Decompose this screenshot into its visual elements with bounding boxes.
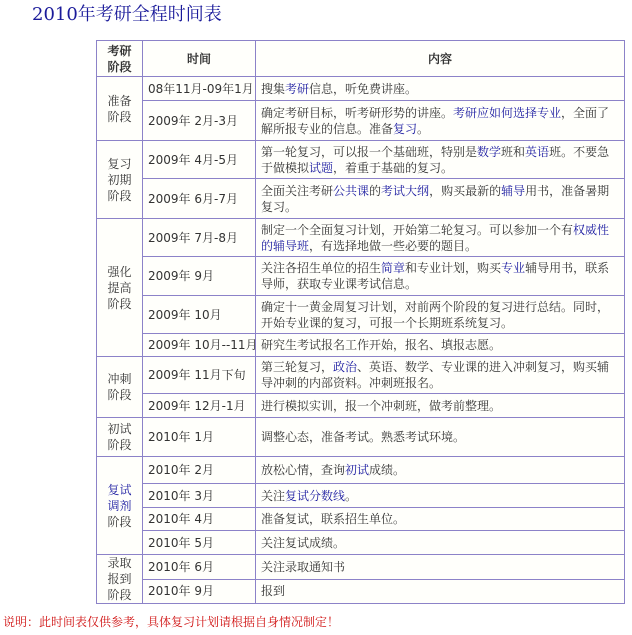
content-link[interactable]: 复试分数线: [285, 488, 346, 503]
table-row: [97, 484, 625, 508]
content-cell: [256, 508, 625, 531]
content-link[interactable]: 考试大纲: [381, 183, 430, 198]
time-cell: 2009年 7月-8月: [143, 219, 256, 257]
content-link[interactable]: 专业: [501, 261, 526, 275]
content-text: 全面关注考研: [261, 183, 334, 198]
time-cell: 2009年 2月-3月: [143, 101, 256, 141]
stage-cell: [97, 77, 143, 141]
content-text: 搜集: [261, 81, 286, 96]
content-text: 制定一个全面复习计划，开始第二轮复习。可以参加一个有: [261, 222, 574, 237]
content-cell: [256, 394, 625, 418]
stage-label-line: 初期: [107, 172, 132, 187]
header-stage-line: 阶段: [107, 59, 132, 74]
content-text: 成绩。: [369, 463, 406, 477]
content-cell: [256, 484, 625, 508]
stage-cell: [97, 219, 143, 357]
content-text: 班。不要急于做模拟: [261, 144, 610, 175]
content-link[interactable]: 试题: [309, 160, 334, 175]
table-row: [97, 531, 625, 555]
content-link[interactable]: 辅导: [501, 183, 526, 198]
content-cell: [256, 418, 625, 457]
content-cell: [256, 457, 625, 484]
content-text: 第三轮复习，: [261, 360, 334, 374]
stage-label-line: 阶段: [107, 109, 132, 124]
content-text: 用书，准备暑期复习。: [261, 183, 610, 214]
stage-label-line: 阶段: [107, 188, 132, 203]
header-stage: [97, 41, 143, 77]
table-header-row: [97, 41, 625, 77]
time-cell: 2010年 6月: [143, 555, 256, 580]
stage-label-line: 准备: [107, 93, 132, 108]
stage-label-line: 阶段: [107, 588, 132, 602]
content-text: 。: [417, 121, 430, 136]
time-cell: 2010年 9月: [143, 579, 256, 604]
header-time: 时间: [143, 41, 256, 77]
content-text: 、英语、数学、专业课的进入冲刺复习，购买辅导冲刺的内部资料。冲刺班报名。: [261, 360, 610, 390]
content-text: ，购买最新的: [429, 183, 502, 198]
content-link[interactable]: 简章: [381, 261, 406, 275]
content-text: 研究生考试报名工作开始，报名、填报志愿。: [261, 338, 502, 352]
content-cell: [256, 579, 625, 604]
content-text: 。: [345, 488, 358, 503]
content-cell: [256, 296, 625, 334]
stage-label-line: 录取: [107, 556, 132, 570]
stage-cell: [97, 457, 143, 555]
content-text: 关注录取通知书: [261, 559, 346, 574]
content-text: ，着重于基础的复习。: [333, 160, 454, 175]
time-cell: 2010年 3月: [143, 484, 256, 508]
table-row: [97, 334, 625, 357]
stage-label-line: 阶段: [107, 514, 132, 529]
time-cell: 2009年 12月-1月: [143, 394, 256, 418]
table-body: [97, 77, 625, 604]
stage-cell: [97, 555, 143, 604]
content-link[interactable]: 考研: [285, 81, 310, 96]
content-text: 关注复试成绩。: [261, 535, 346, 550]
content-text: 辅导用书，联系导师，获取专业课考试信息。: [261, 261, 610, 291]
stage-label-line: 冲刺: [107, 372, 132, 386]
table-row: [97, 418, 625, 457]
table-row: [97, 579, 625, 604]
content-text: 的: [369, 183, 382, 198]
content-link[interactable]: 政治: [333, 360, 358, 374]
time-cell: 2010年 1月: [143, 418, 256, 457]
stage-label-line: 报到: [107, 572, 132, 586]
stage-cell: [97, 357, 143, 418]
stage-label-line: 初试: [107, 422, 132, 436]
content-text: 班和: [501, 144, 526, 159]
stage-label-line: 提高: [107, 280, 132, 295]
table-row: [97, 296, 625, 334]
table-row: [97, 555, 625, 580]
content-cell: [256, 334, 625, 357]
content-cell: [256, 555, 625, 580]
stage-label-line: 阶段: [107, 296, 132, 311]
time-cell: 08年11月-09年1月: [143, 77, 256, 101]
content-link[interactable]: 考研应如何选择专业: [453, 105, 562, 120]
time-cell: 2009年 6月-7月: [143, 179, 256, 219]
table-row: [97, 101, 625, 141]
content-cell: [256, 219, 625, 257]
time-cell: 2010年 4月: [143, 508, 256, 531]
table-row: [97, 457, 625, 484]
time-cell: 2009年 9月: [143, 257, 256, 296]
header-content: 内容: [256, 41, 625, 77]
content-link[interactable]: 权威性的辅导班: [261, 222, 610, 253]
table-row: [97, 179, 625, 219]
time-cell: 2010年 2月: [143, 457, 256, 484]
content-text: 报到: [261, 584, 286, 599]
content-text: 和专业计划，购买: [405, 261, 502, 275]
content-link[interactable]: 公共课: [333, 183, 370, 198]
content-link[interactable]: 复习: [393, 121, 418, 136]
content-text: 关注各招生单位的招生: [261, 261, 382, 275]
content-cell: [256, 357, 625, 394]
content-text: 确定十一黄金周复习计划，对前两个阶段的复习进行总结。同时，开始专业课的复习，可报一个长期班系统复习。: [261, 299, 610, 330]
time-cell: 2009年 4月-5月: [143, 141, 256, 179]
stage-label-line: 阶段: [107, 388, 132, 402]
content-text: ，有选择地做一些必要的题目。: [309, 238, 478, 253]
stage-label-line[interactable]: 复试: [107, 482, 132, 497]
stage-label-line: 阶段: [107, 438, 132, 452]
page-title: 2010年考研全程时间表: [32, 4, 222, 25]
content-cell: [256, 531, 625, 555]
table-row: [97, 219, 625, 257]
time-cell: 2009年 10月: [143, 296, 256, 334]
content-text: 进行模拟实训，报一个冲刺班，做考前整理。: [261, 398, 502, 413]
table-row: [97, 77, 625, 101]
table-row: [97, 257, 625, 296]
stage-label-line[interactable]: 调剂: [107, 498, 132, 513]
content-cell: [256, 141, 625, 179]
time-cell: 2009年 11月下旬: [143, 357, 256, 394]
content-cell: [256, 257, 625, 296]
stage-label-line: 复习: [107, 156, 132, 171]
stage-label-line: 强化: [107, 264, 132, 279]
content-link[interactable]: 数学: [477, 144, 502, 159]
table-row: [97, 141, 625, 179]
content-cell: [256, 101, 625, 141]
content-text: 放松心情，查询: [261, 463, 346, 477]
content-text: 调整心态，准备考试。熟悉考试环境。: [261, 430, 466, 444]
table-row: [97, 357, 625, 394]
table-row: [97, 394, 625, 418]
disclaimer-note: 说明：此时间表仅供参考，具体复习计划请根据自身情况制定！: [3, 615, 340, 629]
content-text: 准备复试，联系招生单位。: [261, 512, 406, 526]
content-text: ，全面了解所报专业的信息。准备: [261, 105, 610, 136]
stage-cell: [97, 141, 143, 219]
header-stage-line: 考研: [107, 43, 132, 58]
time-cell: 2009年 10月--11月: [143, 334, 256, 357]
schedule-table: [96, 40, 625, 604]
content-link[interactable]: 初试: [345, 463, 370, 477]
table-row: [97, 508, 625, 531]
content-text: 确定考研目标，听考研形势的讲座。: [261, 105, 454, 120]
content-text: 第一轮复习，可以报一个基础班，特别是: [261, 144, 478, 159]
content-cell: [256, 179, 625, 219]
stage-cell: [97, 418, 143, 457]
content-text: 关注: [261, 488, 286, 503]
content-cell: [256, 77, 625, 101]
content-link[interactable]: 英语: [525, 144, 550, 159]
content-text: 信息，听免费讲座。: [309, 81, 418, 96]
time-cell: 2010年 5月: [143, 531, 256, 555]
